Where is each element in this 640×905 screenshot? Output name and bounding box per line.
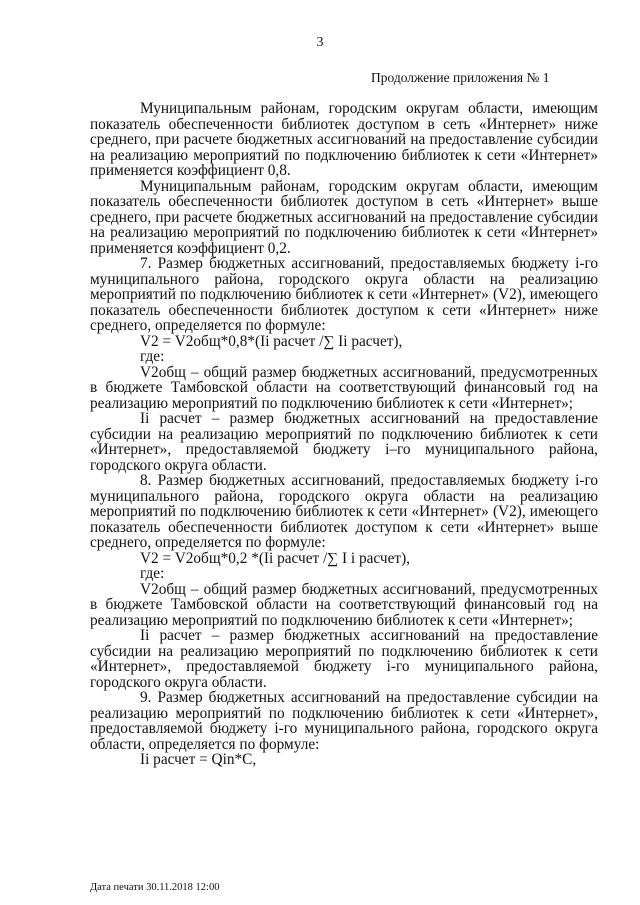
page-number: 3	[316, 35, 324, 50]
paragraph-coef-0-8: Муниципальным районам, городским округам области, имеющим показатель обеспеченности библиотек доступом в сеть «Интернет» ниже среднего, при расчете бюджетных ассигнований на предоставление субсидии на реализацию мероприятий по подключению библиотек к сети «Интернет» применяется коэффициент 0,8.	[90, 100, 598, 179]
formula-ii-calc: Ii расчет = Qin*C,	[140, 751, 257, 768]
paragraph-coef-0-2: Муниципальным районам, городским округам области, имеющим показатель обеспеченности библиотек доступом в сеть «Интернет» выше среднего, при расчете бюджетных ассигнований на предоставление субсидии на реализацию мероприятий по подключению библиотек к сети «Интернет» применяется коэффициент 0,2.	[90, 177, 598, 257]
paragraph-item-7: 7. Размер бюджетных ассигнований, предоставляемых бюджету i-го муниципального района, городского округа области на реализацию мероприятий по подключению библиотек к сети «Интернет» (V2), имеющего показатель обеспеченности библиотек доступом к сети «Интернет» ниже среднего, определяется по формуле:	[90, 255, 598, 334]
paragraph-item-9: 9. Размер бюджетных ассигнований на предоставление субсидии на реализацию мероприятий по подключению библиотек к сети «Интернет», предоставляемой бюджету i-го муниципального района, городского округа области, определяется по формуле:	[90, 689, 598, 753]
definition-v2-total: V2общ – общий размер бюджетных ассигнований, предусмотренных в бюджете Тамбовской области на соответствующий финансовый год на реализацию мероприятий по подключению библиотек к сети «Интернет»;	[90, 363, 598, 412]
print-date: Дата печати 30.11.2018 12:00	[90, 882, 220, 893]
definition-v2-total: V2общ – общий размер бюджетных ассигнований, предусмотренных в бюджете Тамбовской области на соответствующий финансовый год на реализацию мероприятий по подключению библиотек к сети «Интернет»;	[90, 580, 598, 629]
document-body	[90, 101, 598, 768]
definition-ii-calc: Ii расчет – размер бюджетных ассигнований на предоставление субсидии на реализацию мероприятий по подключению библиотек к сети «Интернет», предоставляемой бюджету i-го муниципального района, городского округа области.	[90, 627, 598, 691]
definition-ii-calc: Ii расчет – размер бюджетных ассигнований на предоставление субсидии на реализацию мероприятий по подключению библиотек к сети «Интернет», предоставляемой бюджету i–го муниципального района, городского округа области.	[90, 410, 598, 474]
paragraph-item-8: 8. Размер бюджетных ассигнований, предоставляемых бюджету i-го муниципального района, городского округа области на реализацию мероприятий по подключению библиотек к сети «Интернет» (V2), имеющего показатель обеспеченности библиотек доступом к сети «Интернет» выше среднего, определяется по формуле:	[90, 472, 598, 551]
appendix-header: Продолжение приложения № 1	[371, 70, 550, 85]
formula-v2-above-average: V2 = V2общ*0,2 *(Ii расчет /∑ I i расчет),	[140, 549, 410, 567]
formula-v2-below-average: V2 = V2общ*0,8*(Ii расчет /∑ Ii расчет),	[140, 332, 403, 350]
where-label: где:	[140, 348, 165, 365]
where-label: где:	[140, 565, 165, 582]
